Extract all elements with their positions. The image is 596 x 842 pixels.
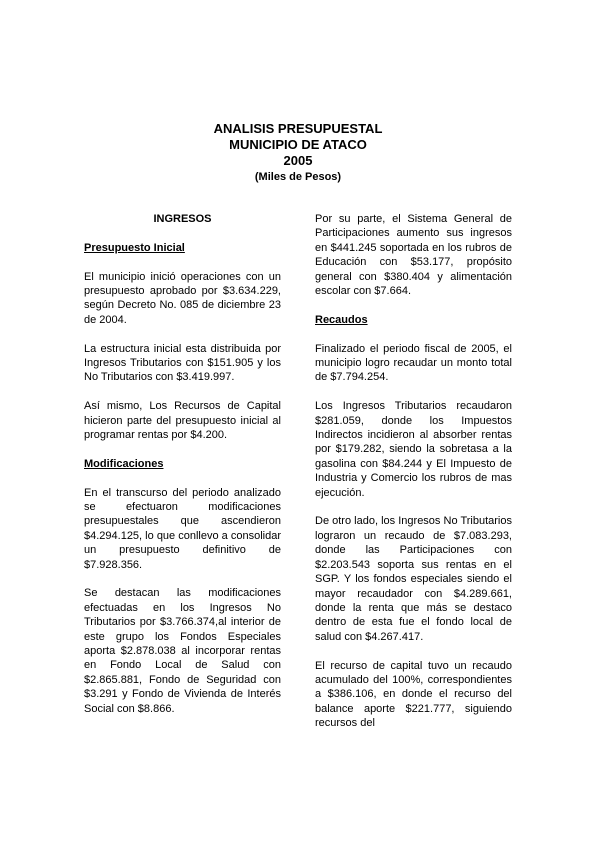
paragraph: Los Ingresos Tributarios recaudaron $281.059, donde los Impuestos Indirectos incidieron al absorber rentas por $179.282, siendo la sobretasa a la gasolina con $84.244 y El Impuesto de Industria y Comercio los rubros de mas ejecución. [315,400,512,499]
paragraph: El municipio inició operaciones con un presupuesto aprobado por $3.634.229, según Decreto No. 085 de diciembre 23 de 2004. [84,270,281,326]
paragraph: Se destacan las modificaciones efectuadas en los Ingresos No Tributarios por $3.766.374,al interior de este grupo los Fondos Especiales aporta $2.878.038 al incorporar rentas en Fondo Local de Salud con $2.865.881, Fondo de Seguridad con $3.291 y Fondo de Vivienda de Interés Social con $8.866. [84,587,281,715]
doc-year: 2005 [283,153,313,168]
doc-units: (Miles de Pesos) [254,171,342,183]
paragraph: Por su parte, el Sistema General de Participaciones aumento sus ingresos en $441.245 soportada en los rubros de Educación con $53.177, propósito general con $380.404 y alimentación escolar con $7.664. [315,213,512,298]
paragraph: El recurso de capital tuvo un recaudo acumulado del 100%, correspondientes a $386.106, en donde el recurso del balance aporte $221.777, siguiendo recursos del [315,659,512,730]
doc-title: ANALISIS PRESUPUESTAL [213,121,383,136]
paragraph: En el transcurso del periodo analizado se efectuaron modificaciones presupuestales que ascendieron $4.294.125, lo que conllevo a consolidar un presupuesto definitivo de $7.928.356. [84,486,281,571]
paragraph: Así mismo, Los Recursos de Capital hicieron parte del presupuesto inicial al programar rentas por $4.200. [84,400,281,442]
paragraph: La estructura inicial esta distribuida por Ingresos Tributarios con $151.905 y los No Tributarios con $3.419.997. [84,342,281,384]
left-column [84,212,281,716]
right-column [315,212,512,731]
paragraph: Finalizado el periodo fiscal de 2005, el municipio logro recaudar un monto total de $7.794.254. [315,342,512,384]
heading-presupuesto-inicial: Presupuesto Inicial [84,241,185,254]
heading-modificaciones: Modificaciones [84,457,164,470]
heading-recaudos: Recaudos [315,313,368,326]
doc-subtitle-municipality: MUNICIPIO DE ATACO [229,137,367,152]
section-title-ingresos: INGRESOS [153,213,212,225]
paragraph: De otro lado, los Ingresos No Tributarios lograron un recaudo de $7.083.293, donde las Participaciones con $2.203.543 soporta sus rentas en el SGP. Y los fondos especiales siendo el mayor recaudador con $4.289.661, donde la renta que más se destaco dentro de esta fue el fondo local de salud con $4.267.417. [315,515,512,643]
